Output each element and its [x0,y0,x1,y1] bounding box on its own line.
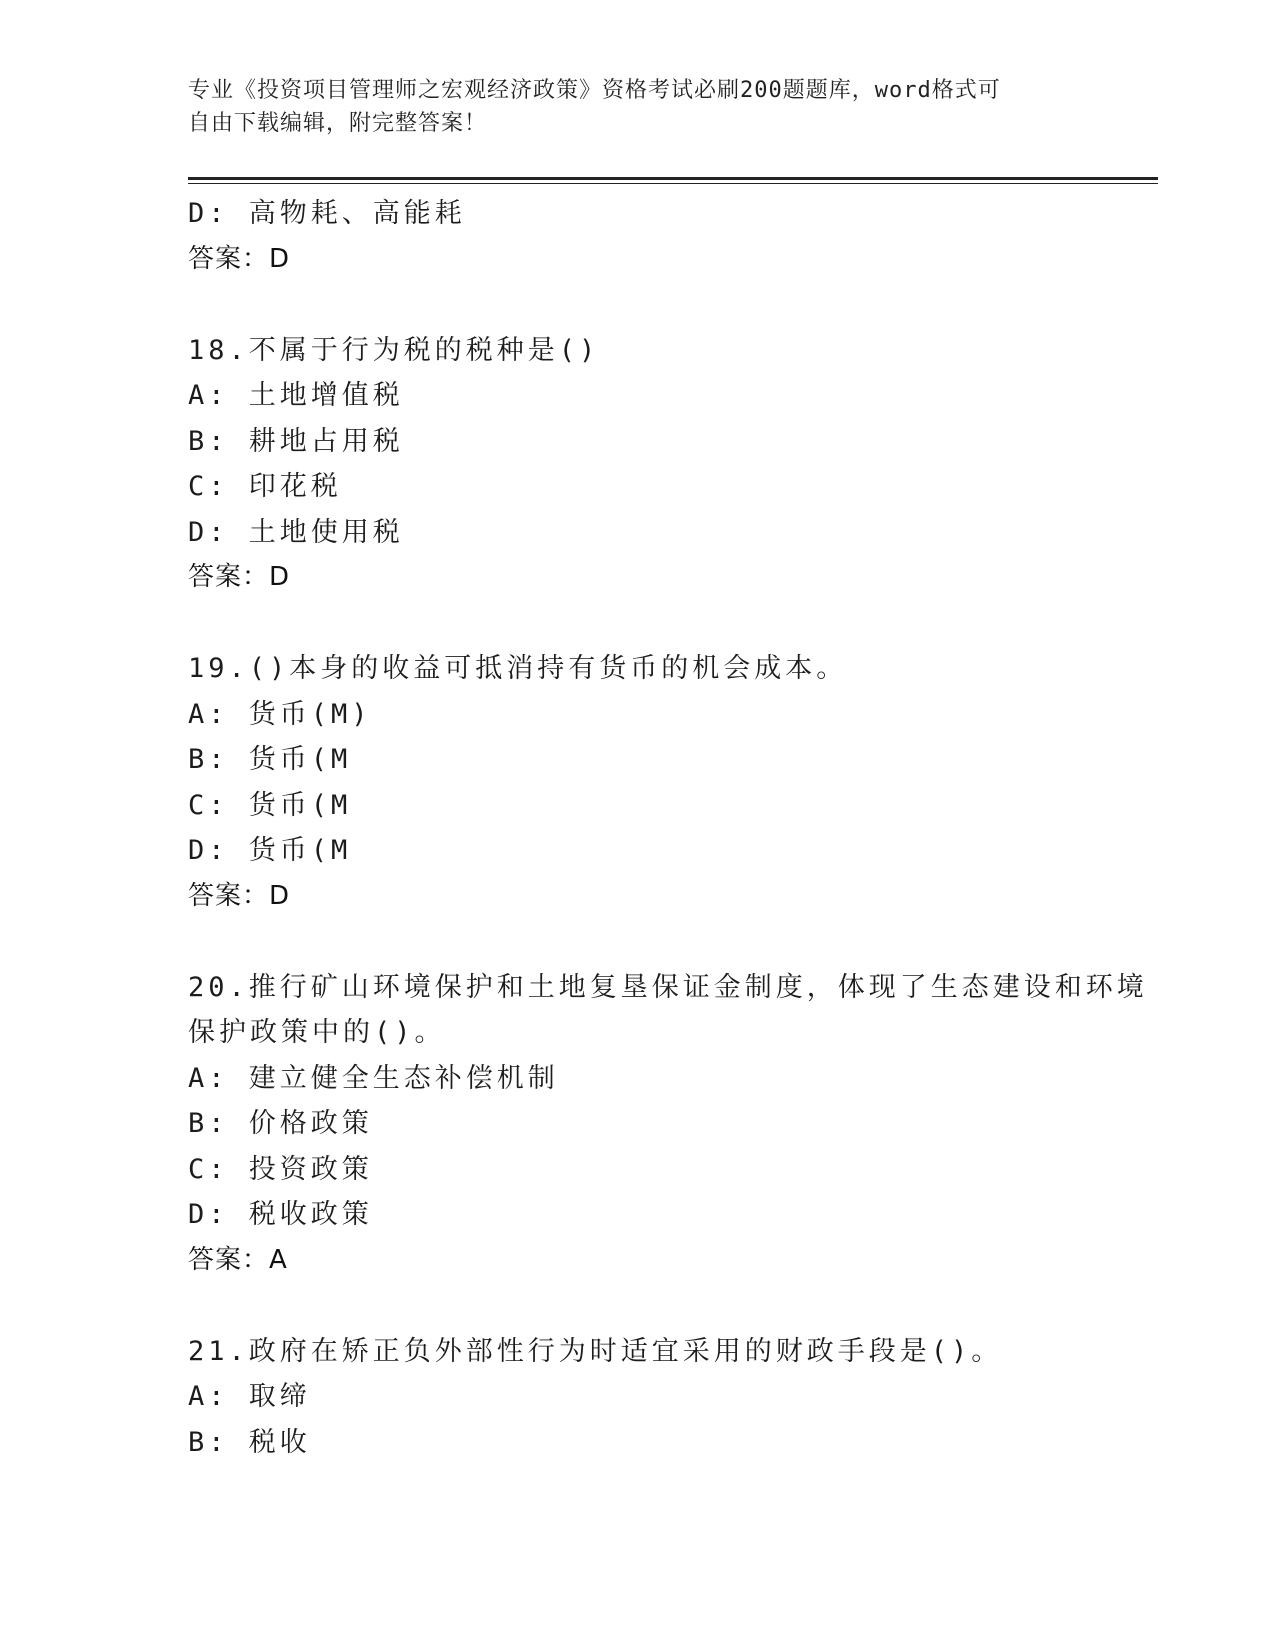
header-divider-thick [188,177,1158,180]
answer-line: 答案：D [188,880,291,911]
question-17-tail [188,191,1148,282]
option-b: B: 耕地占用税 [188,425,404,457]
question-stem-line-2: 保护政策中的()。 [188,1017,446,1048]
option-d: D: 税收政策 [188,1199,373,1230]
option-a: A: 货币(M) [188,698,372,730]
question-19 [188,646,1148,919]
header-line-1: 专业《投资项目管理师之宏观经济政策》资格考试必刷200题题库，word格式可 [188,78,1001,103]
option-c: C: 货币(M [188,789,352,821]
question-stem: 18.不属于行为税的税种是() [188,334,600,366]
document-header [188,74,1068,140]
answer-line: 答案：D [188,243,291,274]
option-d: D: 货币(M [188,835,352,866]
option-b: B: 税收 [188,1426,311,1458]
spacer [188,601,1148,647]
question-list [188,191,1148,1465]
option-c: C: 投资政策 [188,1153,373,1185]
answer-line: 答案：D [188,562,291,592]
option-d: D: 高物耗、高能耗 [188,198,466,229]
option-d: D: 土地使用税 [188,516,404,548]
question-stem: 19.()本身的收益可抵消持有货币的机会成本。 [188,653,848,684]
option-c: C: 印花税 [188,471,342,502]
question-21 [188,1329,1148,1466]
question-stem: 21.政府在矫正负外部性行为时适宜采用的财政手段是()。 [188,1335,1003,1367]
option-b: B: 价格政策 [188,1108,373,1139]
option-b: B: 货币(M [188,744,352,775]
option-a: A: 土地增值税 [188,380,404,411]
header-line-2: 自由下载编辑，附完整答案！ [188,111,488,136]
answer-line: 答案：A [188,1244,288,1275]
spacer [188,1283,1148,1329]
option-a: A: 取缔 [188,1381,311,1412]
question-20 [188,965,1148,1284]
option-a: A: 建立健全生态补偿机制 [188,1062,559,1094]
spacer [188,282,1148,328]
spacer [188,919,1148,965]
question-stem-line-1: 20.推行矿山环境保护和土地复垦保证金制度，体现了生态建设和环境 [188,971,1148,1003]
header-divider-thin [188,183,1158,184]
question-18 [188,328,1148,601]
